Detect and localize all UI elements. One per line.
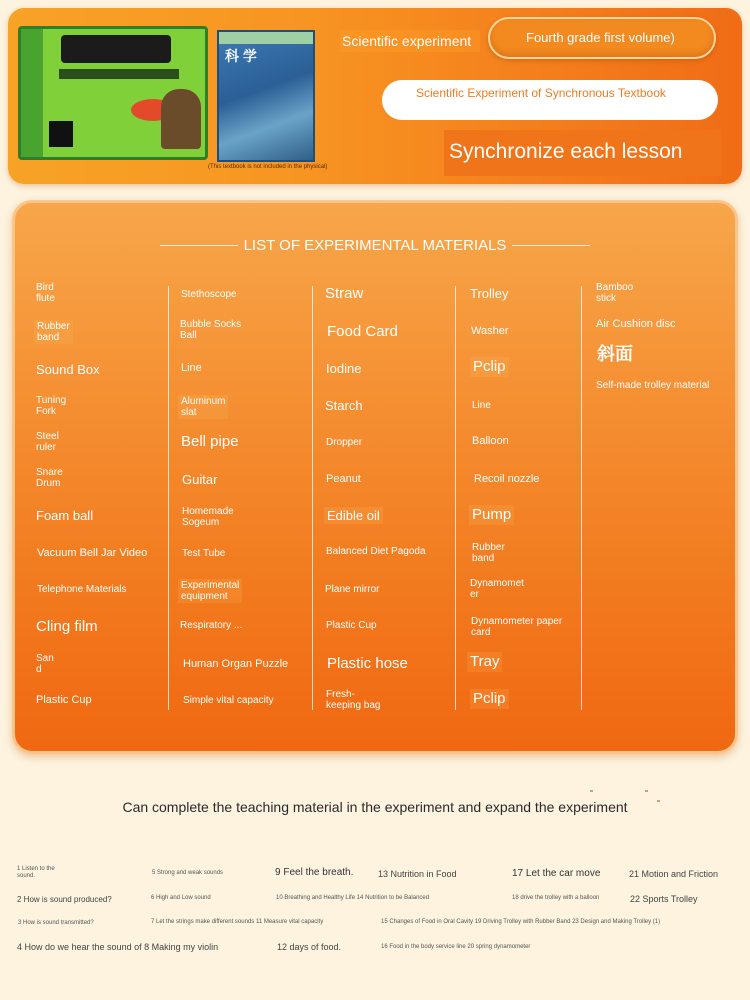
column-divider (168, 286, 169, 710)
decorative-dot (645, 790, 648, 792)
material-item: Edible oil (324, 507, 383, 524)
lesson-item: 10 Breathing and Healthy Life 14 Nutrition to be Balanced (276, 895, 430, 901)
lesson-item: 2 How is sound produced? (17, 895, 112, 904)
material-item: Cling film (36, 618, 98, 635)
material-item: Food Card (327, 323, 398, 340)
lesson-item: 7 Let the strings make different sounds 11 Measure vital capacity (151, 919, 324, 925)
material-item: Plastic hose (327, 655, 408, 672)
material-item: San d (36, 653, 54, 675)
material-item: Iodine (326, 361, 362, 376)
column-divider (455, 286, 456, 710)
lesson-item: 17 Let the car move (512, 868, 601, 879)
material-item: Sound Box (36, 362, 100, 377)
cartoon-character-icon (161, 89, 201, 149)
scientific-experiment-label: Scientific experiment (340, 30, 480, 52)
material-item: Washer (471, 325, 509, 337)
material-item: Experimental equipment (178, 579, 242, 603)
material-item: Plane mirror (325, 584, 380, 595)
material-item: Pump (469, 505, 514, 525)
decorative-dot (590, 790, 593, 792)
book-top-band (219, 32, 313, 44)
qr-code-icon (49, 121, 73, 147)
lesson-item: 15 Changes of Food in Oral Cavity 19 Driving Trolley with Rubber Band 23 Design and Making Trolley (1) (381, 919, 661, 925)
material-item: Snare Drum (36, 467, 63, 489)
material-item: Fresh- keeping bag (326, 689, 381, 711)
column-divider (312, 286, 313, 710)
material-item: Aluminum slat (178, 395, 228, 419)
material-item: Bell pipe (181, 433, 239, 450)
material-item: Starch (325, 398, 363, 413)
lesson-item: 4 How do we hear the sound of 8 Making my violin (17, 942, 219, 952)
lesson-item: 3 How is sound transmitted? (18, 920, 94, 926)
box-subtitle-band (59, 69, 179, 79)
lesson-item: 13 Nutrition in Food (378, 869, 457, 879)
material-item: Dynamometer paper card (471, 616, 563, 638)
lesson-item: 22 Sports Trolley (630, 894, 698, 904)
material-item: Pclip (470, 357, 509, 377)
material-item: Dropper (326, 437, 363, 448)
textbook-note: (This textbook is not included in the physical) (208, 164, 328, 170)
material-item: Bamboo stick (596, 282, 634, 304)
material-item: Steel ruler (36, 431, 59, 453)
material-item: Homemade Sogeum (182, 506, 234, 528)
material-item: Trolley (470, 286, 509, 301)
material-item: Stethoscope (181, 289, 237, 300)
lesson-item: 9 Feel the breath. (275, 867, 354, 878)
material-item: Telephone Materials (37, 584, 127, 595)
material-item: Tuning Fork (36, 395, 67, 417)
material-item: Pclip (470, 689, 509, 709)
material-item: Vacuum Bell Jar Video (37, 547, 148, 559)
material-item: Respiratory ... (180, 620, 243, 631)
material-item: 斜面 (597, 344, 633, 364)
lesson-item: 12 days of food. (277, 942, 342, 952)
material-item: Recoil nozzle (474, 473, 540, 485)
material-item: Peanut (326, 473, 361, 485)
material-item: Rubber band (34, 320, 73, 344)
lesson-item: 6 High and Low sound (151, 895, 211, 901)
material-item: Rubber band (472, 542, 505, 564)
lesson-item: 16 Food in the body service line 20 spring dynamometer (381, 944, 531, 950)
material-item: Plastic Cup (326, 620, 377, 631)
material-item: Human Organ Puzzle (183, 658, 289, 670)
material-item: Foam ball (36, 508, 94, 523)
box-side-panel (21, 29, 43, 157)
material-item: Balloon (472, 435, 509, 447)
material-item: Test Tube (182, 548, 226, 559)
lesson-item: 1 Listen to the sound. (17, 866, 55, 879)
material-item: Line (181, 362, 202, 374)
expand-experiment-text: Can complete the teaching material in the experiment and expand the experiment (122, 799, 628, 815)
textbook-pill: Scientific Experiment of Synchronous Textbook (382, 80, 718, 120)
material-item: Bubble Socks Ball (180, 319, 242, 341)
material-item: Air Cushion disc (596, 318, 676, 330)
column-divider (581, 286, 582, 710)
material-item: Line (472, 400, 491, 411)
material-item: Simple vital capacity (183, 695, 274, 706)
material-item: Straw (325, 285, 364, 302)
material-item: Balanced Diet Pagoda (326, 546, 426, 557)
lesson-item: 18 drive the trolley with a balloon (512, 895, 600, 901)
lesson-item: 21 Motion and Friction (629, 869, 719, 879)
material-item: Tray (467, 652, 502, 672)
lesson-item: 5 Strong and weak sounds (152, 870, 224, 876)
material-item: Self-made trolley material (596, 380, 710, 391)
sync-lesson-label: Synchronize each lesson (444, 130, 721, 176)
box-title-plate (61, 35, 171, 63)
material-item: Dynamomet er (470, 578, 524, 600)
grade-pill: Fourth grade first volume) (488, 17, 716, 59)
experiment-kit-box-image (18, 26, 208, 160)
book-cover-title: 科 学 (225, 48, 257, 64)
material-item: Plastic Cup (36, 694, 92, 706)
materials-title: LIST OF EXPERIMENTAL MATERIALS (160, 236, 590, 256)
material-item: Bird flute (36, 282, 55, 304)
material-item: Guitar (182, 472, 218, 487)
science-textbook-image (217, 30, 315, 162)
